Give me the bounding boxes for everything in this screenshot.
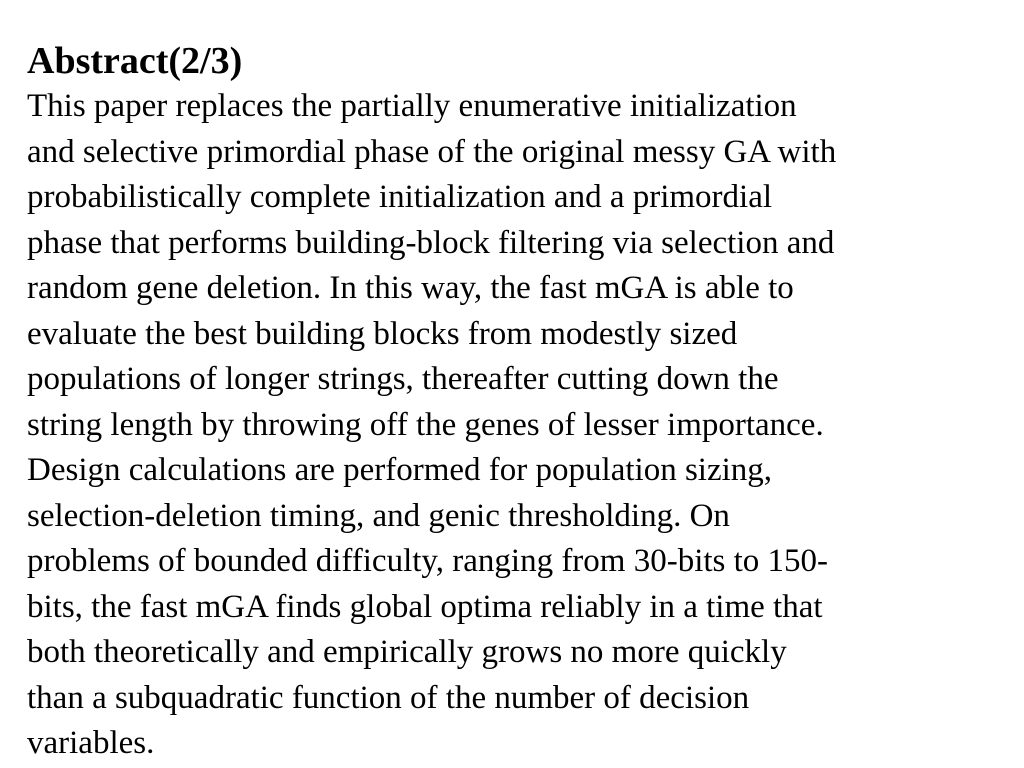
abstract-line: string length by throwing off the genes of lesser importance. (27, 406, 824, 443)
abstract-line: than a subquadratic function of the number of decision (27, 679, 750, 716)
abstract-line: selection-deletion timing, and genic thresholding. On (27, 497, 730, 534)
abstract-line: populations of longer strings, thereafter cutting down the (27, 361, 779, 397)
abstract-line: phase that performs building-block filtering via selection and (27, 224, 835, 261)
slide-title: Abstract(2/3) (27, 40, 243, 82)
abstract-line: probabilistically complete initialization and a primordial (27, 179, 773, 215)
abstract-line: Design calculations are performed for population sizing, (27, 452, 773, 488)
abstract-line: variables. (27, 725, 155, 761)
abstract-line: random gene deletion. In this way, the fast mGA is able to (27, 270, 794, 306)
abstract-line: This paper replaces the partially enumerative initialization (27, 88, 797, 124)
abstract-line: and selective primordial phase of the original messy GA with (27, 133, 837, 170)
abstract-line: problems of bounded difficulty, ranging from 30-bits to 150- (27, 543, 829, 579)
abstract-line: bits, the fast mGA finds global optima reliably in a time that (27, 588, 823, 625)
abstract-body (27, 84, 836, 767)
abstract-line: both theoretically and empirically grows no more quickly (27, 634, 787, 670)
abstract-line: evaluate the best building blocks from modestly sized (27, 315, 738, 352)
